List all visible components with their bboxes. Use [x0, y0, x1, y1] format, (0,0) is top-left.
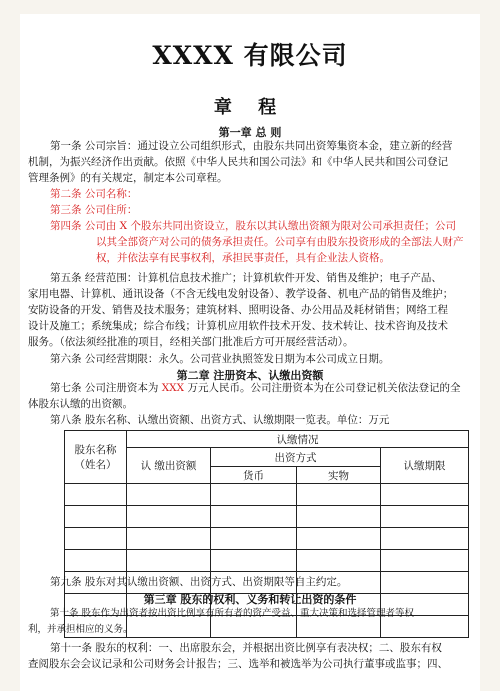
table-row	[65, 528, 469, 550]
article-4-line-2: 以其全部资产对公司的债务承担责任。公司享有由股东投资形成的全部法人财产	[96, 236, 464, 248]
header-currency: 货币	[211, 467, 297, 484]
table-cell	[127, 550, 211, 572]
header-shareholder-name: 股东名称（姓名）	[65, 431, 127, 484]
header-subscribed-amount: 认 缴出资额	[127, 448, 211, 484]
article-3: 第三条 公司住所：	[50, 204, 138, 216]
article-10-line-2: 利，并承担相应的义务。	[28, 624, 133, 635]
table-cell	[297, 484, 381, 506]
header-contribution-method: 出资方式	[211, 448, 381, 467]
table-cell	[65, 506, 127, 528]
table-header-row	[65, 431, 469, 448]
charter-title: 章 程	[213, 97, 287, 118]
table-cell	[297, 528, 381, 550]
article-7-prefix: 第七条 公司注册资本为	[50, 382, 162, 394]
table-cell	[65, 528, 127, 550]
table-cell	[381, 506, 469, 528]
article-9: 第九条 股东对其认缴出资额、出资方式、出资期限等自主约定。	[50, 576, 348, 588]
table-cell	[127, 528, 211, 550]
article-5-line-4: 设计及施工；系统集成；综合布线；计算机应用软件技术开发、技术转让、技术咨询及技术	[28, 320, 448, 332]
article-2: 第二条 公司名称：	[50, 188, 138, 200]
chapter-1-heading: 第一章 总 则	[218, 126, 282, 139]
article-10-line-1: 第十条 股东作为出资者按出资比例享有所有者的资产受益、重大决策和选择管理者等权	[50, 608, 415, 619]
article-7-line-1	[50, 380, 472, 396]
header-subscription-term: 认缴期限	[381, 448, 469, 484]
article-7-line-2: 体股东认缴的出资额。	[28, 398, 133, 410]
table-cell	[127, 506, 211, 528]
table-cell	[211, 550, 297, 572]
article-5-line-3: 安防设备的开发、销售及技术服务；建筑材料、照明设备、办公用品及耗材销售；网络工程	[28, 304, 448, 316]
table-cell	[65, 550, 127, 572]
header-in-kind: 实物	[297, 467, 381, 484]
table-cell	[297, 506, 381, 528]
company-title: XXXX 有限公司	[152, 41, 348, 70]
table-cell	[297, 550, 381, 572]
article-5-line-2: 家用电器、计算机、通讯设备（不含无线电发射设备）、教学设备、机电产品的销售及维护；	[28, 288, 454, 300]
article-4-line-3: 权，并依法享有民事权利，承担民事责任，具有企业法人资格。	[96, 252, 390, 264]
article-5-line-5: 服务。（依法须经批准的项目，经相关部门批准后方可开展经营活动）。	[28, 336, 354, 348]
article-7-suffix: 万元人民币。公司注册资本为在公司登记机关依法登记的全	[184, 382, 461, 394]
table-row	[65, 506, 469, 528]
table-cell	[65, 484, 127, 506]
article-6: 第六条 公司经营期限：永久。公司营业执照签发日期为本公司成立日期。	[50, 353, 390, 365]
table-cell	[211, 506, 297, 528]
article-4-line-1: 第四条 公司由 X 个股东共同出资设立，股东以其认缴出资额为限对公司承担责任；公司	[50, 220, 456, 232]
article-1-line-1: 第一条 公司宗旨：通过设立公司组织形式，由股东共同出资筹集资本金，建立新的经营	[50, 140, 453, 152]
article-11-line-1: 第十一条 股东的权利：一、出席股东会，并根据出资比例享有表决权；二、股东有权	[50, 642, 442, 654]
article-1-line-3: 管理条例》的有关规定，制定本公司章程。	[28, 172, 228, 184]
chapter-3-heading: 第三章 股东的权利、义务和转让出资的条件	[143, 593, 357, 606]
chapter-2-heading: 第二章 注册资本、认缴出资额	[176, 369, 324, 382]
article-5-line-1: 第五条 经营范围：计算机信息技术推广；计算机软件开发、销售及维护；电子产品、	[50, 272, 442, 284]
table-row	[65, 550, 469, 572]
table-cell	[381, 550, 469, 572]
table-cell	[381, 528, 469, 550]
table-cell	[211, 528, 297, 550]
document-page	[20, 14, 480, 691]
article-8: 第八条 股东名称、认缴出资额、出资方式、认缴期限一览表。单位：万元	[50, 414, 390, 426]
table-row	[65, 484, 469, 506]
header-subscription-group: 认缴情况	[127, 431, 469, 448]
table-cell	[127, 484, 211, 506]
table-cell	[211, 484, 297, 506]
article-11-line-2: 查阅股东会会议记录和公司财务会计报告；三、选举和被选举为公司执行董事或监事；四、	[28, 658, 448, 670]
article-1-line-2: 机制，为振兴经济作出贡献。依照《中华人民共和国公司法》和《中华人民共和国公司登记	[28, 156, 448, 168]
registered-capital-amount: XXX	[161, 382, 185, 394]
table-cell	[381, 484, 469, 506]
